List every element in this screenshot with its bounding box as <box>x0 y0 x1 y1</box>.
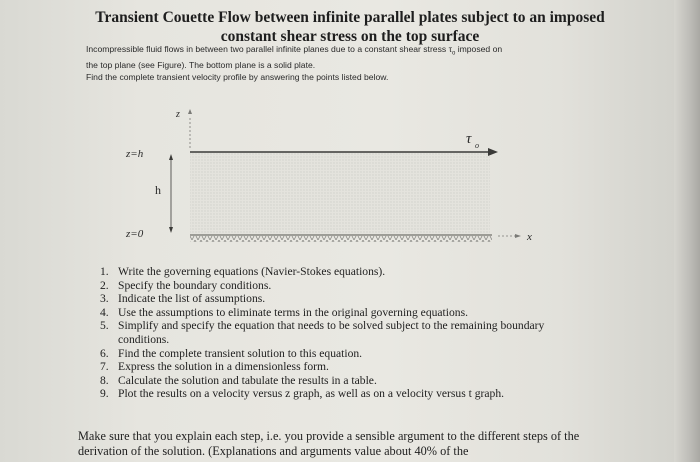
tau-subscript: o <box>451 50 456 57</box>
fluid-region <box>190 152 490 235</box>
height-label: h <box>155 183 161 197</box>
step-item: 4. Use the assumptions to eliminate terms in the original governing equations. <box>100 305 469 319</box>
intro-line-3: Find the complete transient velocity profile by answering the points listed below. <box>86 71 389 82</box>
document-title: Transient Couette Flow between infinite parallel plates subject to an imposed constant shear stress on the top surface <box>95 9 605 45</box>
z-top-label: z=h <box>126 148 144 160</box>
height-arrow-up <box>169 154 173 160</box>
height-arrow-down <box>169 227 173 233</box>
bottom-wall-hatch <box>190 236 492 242</box>
intro-line-1: Incompressible fluid flows in between two parallel infinite planes due to a constant shear stress $\tau_o$ imposed on <box>86 44 503 57</box>
z-axis-label: z <box>176 109 180 120</box>
step-item: 5. Simplify and specify the equation that needs to be solved subject to the remaining boundary conditions. <box>100 319 545 346</box>
z-bottom-label: z=0 <box>126 228 144 240</box>
intro-line-2: the top plane (see Figure). The bottom plane is a solid plate. <box>86 60 316 71</box>
shear-stress-subscript: o <box>475 141 479 150</box>
top-plate-arrow <box>488 148 498 156</box>
explanation-note: Make sure that you explain each step, i.e. you provide a sensible argument to the different steps of the derivation of the solution. (Explanations and arguments value about 40% of the <box>78 429 580 458</box>
steps-list <box>100 265 590 401</box>
x-axis-arrow <box>515 234 521 238</box>
step-item: 2. Specify the boundary conditions. <box>100 278 272 292</box>
x-axis-label: x <box>527 231 532 243</box>
step-item: 6. Find the complete transient solution to this equation. <box>100 346 363 360</box>
step-item: 8. Calculate the solution and tabulate the results in a table. <box>100 373 377 387</box>
z-axis-arrow <box>188 109 192 114</box>
shear-stress-label: τ <box>466 131 472 147</box>
step-item: 9. Plot the results on a velocity versus z graph, as well as on a velocity versus t graph. <box>100 387 505 401</box>
step-item: 1. Write the governing equations (Navier-Stokes equations). <box>100 265 386 278</box>
step-item: 7. Express the solution in a dimensionless form. <box>100 360 329 374</box>
step-item: 3. Indicate the list of assumptions. <box>100 292 266 306</box>
